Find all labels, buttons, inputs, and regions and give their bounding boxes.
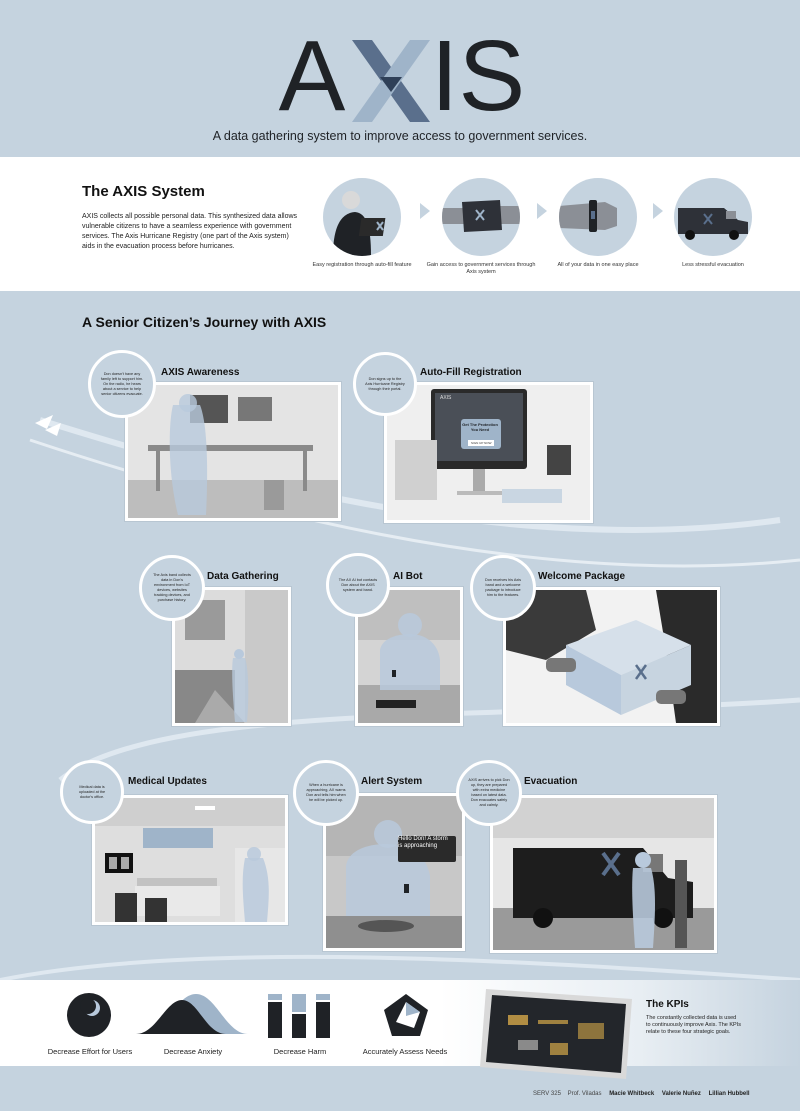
axis-logo [0,22,800,122]
author-name: Valerie Nuñez [661,1091,701,1097]
step-caption: Less stressful evacuation [682,262,744,268]
scene-axis-awareness-photo [125,382,341,521]
ai-speech-bubble: Hello Don! A storm is approaching [398,836,448,849]
chevron-right-icon [537,203,547,219]
scene-evacuation-photo [490,795,717,953]
screen-logo: AXIS [440,395,452,401]
kpi-label: Decrease Anxiety [163,1047,223,1056]
logo-x-mark [352,40,430,122]
kpi-label: Decrease Harm [273,1047,327,1056]
scene-title: Data Gathering [207,571,279,582]
course-code: SERV 325 [533,1091,561,1097]
scene-bubble: Don receives his Axis band and a welcome package to introduce him to the features. [470,555,536,621]
kpi-tablet-dashboard [478,985,640,1081]
system-title: The AXIS System [82,183,205,200]
step-package-hands-icon [442,178,520,256]
moon-circle-icon [66,992,112,1038]
scene-bubble: The AX AI bot contacts Don about the AXIS system and band. [326,553,390,617]
scene-bubble: Medical data is uploaded at the doctor's office. [60,760,124,824]
scene-title: Medical Updates [128,776,207,787]
step-laptop-user-icon [323,178,401,256]
step-wristband-icon [559,178,637,256]
scene-bubble: When a hurricane is approaching, AX warns Don and tells him when he will be picked up. [293,760,359,826]
step-caption: All of your data in one easy place [557,262,639,268]
scene-title: AI Bot [393,571,423,582]
pentagon-icon [382,992,430,1038]
author-name: Lillian Hubbell [708,1091,750,1097]
chevron-right-icon [653,203,663,219]
kpi-title: The KPIs [646,999,689,1010]
screen-signup-button[interactable]: SIGN UP NOW [468,440,494,446]
kpi-label: Decrease Effort for Users [47,1047,133,1056]
system-description: AXIS collects all possible personal data. This synthesized data allows vulnerable citizens to have a seamless experience with government services. The Axis Hurricane Registry (one part of the Axis system) aids in the evacuation process before hurricanes. [82,213,298,250]
logo-letter-a: A [278,22,346,122]
screen-heading: Get The Protection You Need [462,422,498,432]
bell-curve-icon [136,994,248,1034]
author-name: Macie Whitbeck [609,1091,655,1097]
scene-title: AXIS Awareness [161,367,240,378]
scene-bubble: The Axis band collects data in Don's environment from IoT devices, websites tracking devices, and purchase history. [139,555,205,621]
step-caption: Gain access to government services through Axis system [426,262,536,275]
journey-title: A Senior Citizen’s Journey with AXIS [82,314,327,330]
bar-blocks-icon [268,994,332,1038]
tagline: A data gathering system to improve access to government services. [212,129,588,143]
chevron-right-icon [420,203,430,219]
scene-title: Welcome Package [538,571,626,582]
scene-welcome-package-photo [503,587,720,726]
scene-title: Alert System [361,776,423,787]
step-van-icon [674,178,752,256]
scene-title: Evacuation [524,776,578,787]
professor: Prof. Viladas [567,1091,602,1097]
scene-bubble: AXIS arrives to pick Don up, they are prepared with extra medicine based on latest data. Don evacuates safely and calmly. [456,760,522,826]
logo-letters-is: IS [430,22,526,122]
scene-medical-updates-photo [92,795,288,925]
scene-auto-fill-registration-photo [384,382,593,523]
step-caption: Easy registration through auto-fill feature [312,262,412,268]
scene-bubble: Don doesn't have any family left to support him. On the radio, he hears about a service to help senior citizens evacuate. [88,350,156,418]
scene-bubble: Don signs up to the Axis Hurricane Registry through their portal. [353,352,417,416]
scene-title: Auto-Fill Registration [420,367,522,378]
kpi-description: The constantly collected data is used to continuously improve Axis. The KPIs relate to these four strategic goals. [646,1015,741,1035]
credits [533,1091,750,1097]
kpi-label: Accurately Assess Needs [362,1047,448,1056]
